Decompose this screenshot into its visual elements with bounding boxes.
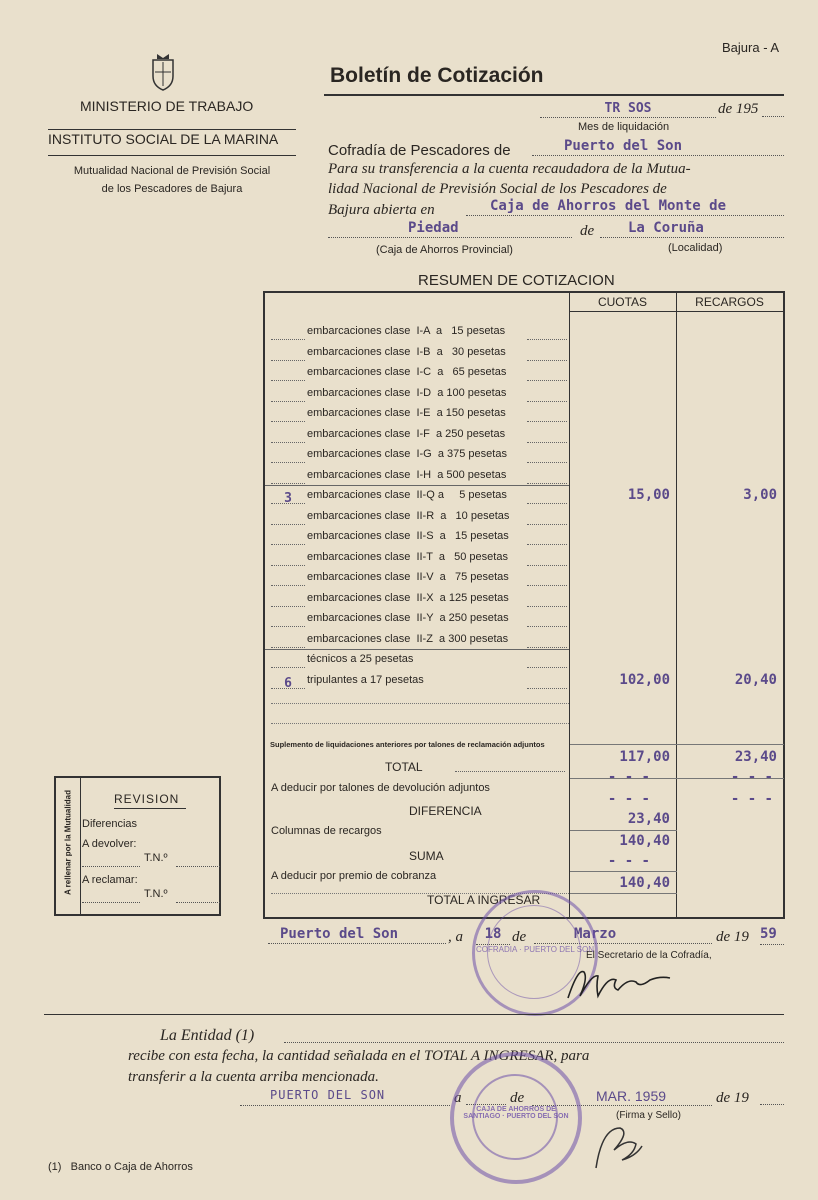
liquidation-year-line [762, 116, 784, 117]
header-underline [569, 311, 783, 312]
row-label: embarcaciones clase II-Z a 300 pesetas [307, 632, 509, 645]
liquidation-month-field[interactable]: TR SOS [540, 101, 716, 118]
entidad-label: La Entidad (1) [160, 1027, 255, 1044]
suma-value: - - - [607, 853, 650, 869]
summary-row [265, 467, 783, 487]
premio-label: A deducir por premio de cobranza [271, 870, 437, 882]
summary-row [265, 405, 783, 425]
devolver-tn-field[interactable] [176, 866, 220, 867]
row-leader [527, 655, 567, 668]
revision-title: REVISION [114, 792, 180, 806]
revision-reclamar: A reclamar: [82, 874, 138, 886]
group-separator [265, 649, 569, 650]
diferencia-value: 23,40 [627, 811, 670, 827]
row-cuota-value: 15,00 [627, 487, 670, 503]
liquidation-caption: Mes de liquidación [578, 121, 670, 133]
revision-title-rule [114, 808, 186, 809]
row-recargo-value: 3,00 [743, 487, 777, 503]
liquidation-year-prefix: de 195 [718, 101, 759, 117]
form-code: Bajura - A [722, 40, 780, 55]
deducir-devolucion-label: A deducir por talones de devolución adjuntos [271, 782, 490, 794]
summary-row [265, 569, 783, 589]
revision-devolver: A devolver: [82, 838, 137, 850]
row-leader [527, 553, 567, 566]
total-recargos: 23,40 [734, 749, 777, 765]
caja-de-word: de [580, 223, 595, 239]
separator [570, 830, 677, 831]
row-quantity-field[interactable] [271, 450, 305, 463]
summary-row [265, 672, 783, 692]
section-separator [44, 1014, 784, 1015]
row-quantity-field[interactable] [271, 368, 305, 381]
row-leader [527, 512, 567, 525]
firma-caption: (Firma y Sello) [616, 1110, 682, 1121]
row-leader [527, 532, 567, 545]
place-a-word: , a [448, 929, 463, 945]
row-label: embarcaciones clase II-Y a 250 pesetas [307, 612, 509, 624]
locality-field[interactable]: La Coruña [600, 220, 784, 238]
row-quantity-field[interactable] [271, 594, 305, 607]
revision-divider [80, 778, 81, 914]
row-leader [527, 409, 567, 422]
summary-row [265, 385, 783, 405]
bank-place-field[interactable]: PUERTO DEL SON [240, 1088, 450, 1106]
summary-title: RESUMEN DE COTIZACION [418, 272, 615, 289]
summary-row [265, 323, 783, 343]
cofradia-field[interactable]: Puerto del Son [532, 138, 784, 156]
caja-field[interactable]: Caja de Ahorros del Monte de [466, 198, 784, 216]
summary-row [265, 487, 783, 507]
ministry-name: MINISTERIO DE TRABAJO [80, 98, 254, 114]
date-de-word: de [512, 929, 527, 945]
header-rule-1 [48, 129, 296, 130]
row-leader [527, 594, 567, 607]
row-label: embarcaciones clase I-F a 250 pesetas [307, 427, 506, 440]
row-leader [527, 389, 567, 402]
deducir-devolucion-cuotas: - - - [607, 769, 650, 785]
day-field[interactable]: 18 [476, 926, 510, 945]
summary-row [265, 446, 783, 466]
secretary-signature-icon [560, 960, 690, 1004]
row-cuota-value: 102,00 [619, 671, 670, 688]
bank-date-field[interactable]: MAR. 1959 [532, 1088, 712, 1106]
page-title: Boletín de Cotización [330, 64, 544, 87]
row-quantity-field[interactable] [271, 471, 305, 484]
transfer-line-3: Bajura abierta en [328, 202, 435, 218]
locality-caption: (Localidad) [668, 242, 723, 254]
suplemento-label: Suplemento de liquidaciones anteriores por talones de reclamación adjuntos [270, 740, 545, 749]
row-leader [527, 676, 567, 689]
title-rule [324, 94, 784, 96]
separator [570, 893, 677, 894]
place-field[interactable]: Puerto del Son [268, 926, 446, 944]
diferencia-label: DIFERENCIA [409, 804, 482, 818]
row-quantity-field[interactable] [271, 512, 305, 525]
summary-row [265, 610, 783, 630]
row-leader [527, 614, 567, 627]
reclamar-amount-field[interactable] [82, 902, 140, 903]
row-label: embarcaciones clase II-R a 10 pesetas [307, 509, 510, 522]
premio-value: 140,40 [619, 875, 670, 891]
row-quantity-field[interactable] [271, 532, 305, 545]
summary-table [263, 291, 785, 919]
mutual-line-2: de los Pescadores de Bajura [101, 183, 243, 195]
summary-row [265, 631, 783, 651]
suma-label: SUMA [409, 849, 444, 863]
row-label: tripulantes a 17 pesetas [307, 673, 424, 686]
row-leader [527, 348, 567, 361]
total-cuotas: 117,00 [619, 749, 670, 765]
reclamar-tn-field[interactable] [176, 902, 220, 903]
row-label: embarcaciones clase I-C a 65 pesetas [307, 366, 507, 378]
row-label: técnicos a 25 pesetas [307, 653, 414, 665]
caja-field-continued[interactable]: Piedad [328, 220, 572, 238]
bank-signature-icon [590, 1118, 666, 1178]
revision-side-text: A rellenar por la Mutualidad [63, 789, 73, 896]
coat-of-arms-icon [148, 52, 178, 92]
caja-seal-text: CAJA DE AHORROS DE SANTIAGO · PUERTO DEL SON [463, 1106, 569, 1120]
transfer-line-2: lidad Nacional de Previsión Social de los Pescadores de [328, 181, 667, 197]
bank-line-2: recibe con esta fecha, la cantidad señalada en el TOTAL A INGRESAR, para [128, 1048, 590, 1064]
row-leader [527, 327, 567, 340]
row-label: embarcaciones clase I-H a 500 pesetas [307, 468, 507, 481]
header-rule-2 [48, 155, 296, 156]
columnas-recargos-value: 140,40 [619, 833, 670, 849]
row-label: embarcaciones clase I-G a 375 pesetas [307, 448, 507, 460]
cofradia-seal-text: COFRADIA · PUERTO DEL SON [475, 945, 595, 954]
row-label: embarcaciones clase II-S a 15 pesetas [307, 530, 509, 542]
devolver-amount-field[interactable] [82, 866, 140, 867]
row-quantity-field[interactable] [271, 430, 305, 443]
summary-row [265, 426, 783, 446]
total-ingresar-label: TOTAL A INGRESAR [427, 893, 541, 907]
row-quantity-field[interactable]: 3 [271, 491, 305, 504]
blank-line [271, 723, 569, 724]
row-quantity-field[interactable] [271, 614, 305, 627]
row-label: embarcaciones clase II-Q a 5 pesetas [307, 489, 507, 501]
caja-seal-stamp [450, 1052, 582, 1184]
row-recargo-value: 20,40 [734, 671, 777, 688]
cofradia-label: Cofradía de Pescadores de [328, 142, 511, 159]
columnas-recargos-label: Columnas de recargos [271, 825, 382, 837]
transfer-line-1: Para su transferencia a la cuenta recaudadora de la Mutua- [328, 161, 691, 177]
row-quantity-field[interactable] [271, 635, 305, 648]
row-leader [527, 471, 567, 484]
row-quantity-field[interactable] [271, 553, 305, 566]
date-year-prefix: de 19 [716, 929, 749, 945]
row-quantity-field[interactable]: 6 [271, 676, 305, 689]
total-leader [455, 771, 565, 772]
row-leader [527, 635, 567, 648]
group-separator [265, 485, 569, 486]
deducir-devolucion-recargos: - - - [730, 769, 773, 785]
col-header-cuotas: CUOTAS [597, 295, 648, 309]
bank-year-field[interactable] [760, 1104, 784, 1105]
footnote: (1) Banco o Caja de Ahorros [48, 1161, 193, 1173]
revision-box [54, 776, 221, 916]
row-leader [527, 368, 567, 381]
row-leader [527, 573, 567, 586]
secretary-caption: El Secretario de la Cofradía, [586, 950, 712, 961]
blank-line [271, 703, 569, 704]
summary-row [265, 364, 783, 384]
devolucion-dashes-2: - - - [607, 791, 650, 807]
devolucion-dashes-3: - - - [730, 791, 773, 807]
row-quantity-field[interactable] [271, 327, 305, 340]
row-quantity-field[interactable] [271, 348, 305, 361]
entidad-field[interactable] [284, 1042, 784, 1043]
bank-a-word: a [454, 1090, 462, 1106]
total-label: TOTAL [385, 760, 423, 774]
revision-diferencias: Diferencias [82, 818, 138, 830]
row-label: embarcaciones clase I-A a 15 pesetas [307, 325, 506, 337]
separator [570, 871, 677, 872]
row-leader [527, 491, 567, 504]
institute-name: INSTITUTO SOCIAL DE LA MARINA [48, 131, 279, 147]
row-label: embarcaciones clase I-E a 150 pesetas [307, 407, 506, 419]
mutual-line-1: Mutualidad Nacional de Previsión Social [73, 165, 271, 177]
revision-tn-1: T.N.º [144, 852, 168, 864]
summary-row [265, 344, 783, 364]
row-quantity-field[interactable] [271, 389, 305, 402]
summary-row [265, 549, 783, 569]
bank-de-word: de [510, 1090, 525, 1106]
row-label: embarcaciones clase I-B a 30 pesetas [307, 345, 506, 358]
month-field[interactable]: Marzo [534, 926, 712, 944]
col-header-recargos: RECARGOS [695, 295, 764, 309]
row-label: embarcaciones clase II-V a 75 pesetas [307, 571, 509, 583]
separator [570, 744, 784, 745]
row-quantity-field[interactable] [271, 655, 305, 668]
revision-tn-2: T.N.º [144, 888, 168, 900]
row-quantity-field[interactable] [271, 573, 305, 586]
summary-row [265, 508, 783, 528]
bank-line-3: transferir a la cuenta arriba mencionada. [128, 1069, 379, 1085]
summary-row [265, 590, 783, 610]
row-quantity-field[interactable] [271, 409, 305, 422]
row-leader [527, 450, 567, 463]
summary-row [265, 651, 783, 671]
row-label: embarcaciones clase I-D a 100 pesetas [307, 386, 507, 399]
caja-caption: (Caja de Ahorros Provincial) [376, 244, 513, 256]
summary-row [265, 528, 783, 548]
row-label: embarcaciones clase II-T a 50 pesetas [307, 550, 508, 563]
date-year-field[interactable]: 59 [760, 926, 784, 945]
row-label: embarcaciones clase II-X a 125 pesetas [307, 591, 509, 604]
bank-year-prefix: de 19 [716, 1090, 749, 1106]
row-leader [527, 430, 567, 443]
